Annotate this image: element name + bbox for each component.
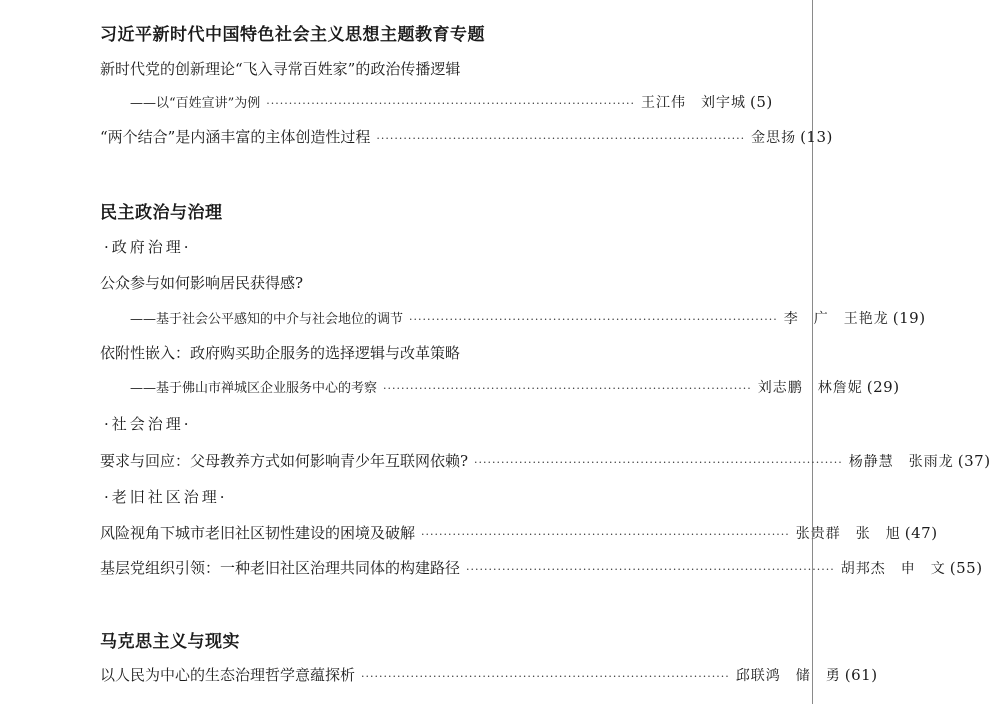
entry-title: 风险视角下城市老旧社区韧性建设的困境及破解 (100, 524, 416, 542)
entry-page: (61) (844, 666, 878, 684)
toc-entry[interactable] (100, 450, 991, 471)
toc-entry[interactable] (130, 308, 926, 328)
dot-leader: ·················································································· (474, 456, 843, 469)
entry-title: “两个结合”是内涵丰富的主体创造性过程 (100, 128, 371, 146)
dot-leader: ·················································································· (466, 563, 835, 576)
toc-entry[interactable] (100, 58, 716, 79)
subsection-label-social-governance: ·社会治理· (104, 415, 192, 433)
entry-title: 依附性嵌入：政府购买助企服务的选择逻辑与改革策略 (100, 344, 461, 362)
dot-leader: ·················································································· (421, 528, 790, 541)
toc-entry[interactable] (130, 92, 773, 112)
section-heading-marxism-reality: 马克思主义与现实 (100, 632, 240, 652)
entry-author: 胡邦杰 申 文 (840, 561, 946, 577)
entry-author: 邱联鸿 储 勇 (735, 668, 841, 684)
entry-author: 张贵群 张 旭 (795, 526, 901, 542)
toc-entry[interactable] (100, 272, 716, 293)
entry-title: 基层党组织引领：一种老旧社区治理共同体的构建路径 (100, 559, 461, 577)
entry-page: (55) (949, 559, 983, 577)
entry-page: (5) (750, 93, 773, 111)
entry-author: 李 广 王艳龙 (783, 311, 889, 327)
toc-entry[interactable] (100, 126, 833, 147)
entry-author: 王江伟 刘宇城 (641, 95, 747, 111)
toc-entry[interactable] (100, 664, 878, 685)
entry-page: (19) (892, 309, 926, 327)
dot-leader: ·················································································· (361, 670, 730, 683)
entry-page: (47) (904, 524, 938, 542)
entry-subtitle: ——基于佛山市禅城区企业服务中心的考察 (130, 381, 378, 396)
entry-author: 杨静慧 张雨龙 (848, 454, 954, 470)
entry-page: (37) (957, 452, 991, 470)
entry-title: 新时代党的创新理论“飞入寻常百姓家”的政治传播逻辑 (100, 60, 461, 78)
section-heading-democratic-politics: 民主政治与治理 (100, 203, 223, 223)
entry-author: 刘志鹏 林詹妮 (757, 380, 863, 396)
entry-title: 公众参与如何影响居民获得感? (100, 274, 304, 292)
dot-leader: ·················································································· (266, 97, 636, 110)
section-heading-theme-education: 习近平新时代中国特色社会主义思想主题教育专题 (100, 25, 485, 45)
subsection-label-government-governance: ·政府治理· (104, 238, 192, 256)
entry-subtitle: ——以“百姓宣讲”为例 (130, 96, 261, 111)
toc-entry[interactable] (100, 522, 938, 543)
subsection-label-old-community-governance: ·老旧社区治理· (104, 488, 228, 506)
entry-author: 金思扬 (751, 130, 797, 146)
toc-entry[interactable] (130, 377, 900, 397)
dot-leader: ·················································································· (383, 382, 752, 395)
entry-title: 以人民为中心的生态治理哲学意蕴探析 (100, 666, 356, 684)
entry-page: (13) (800, 128, 833, 146)
toc-entry[interactable] (100, 342, 716, 363)
toc-entry[interactable] (100, 557, 983, 578)
dot-leader: ·················································································· (376, 132, 746, 145)
entry-title: 要求与回应：父母教养方式如何影响青少年互联网依赖? (100, 452, 469, 470)
entry-subtitle: ——基于社会公平感知的中介与社会地位的调节 (130, 312, 404, 327)
page-edge-rule (812, 0, 813, 704)
dot-leader: ·················································································· (409, 313, 778, 326)
entry-page: (29) (866, 378, 900, 396)
